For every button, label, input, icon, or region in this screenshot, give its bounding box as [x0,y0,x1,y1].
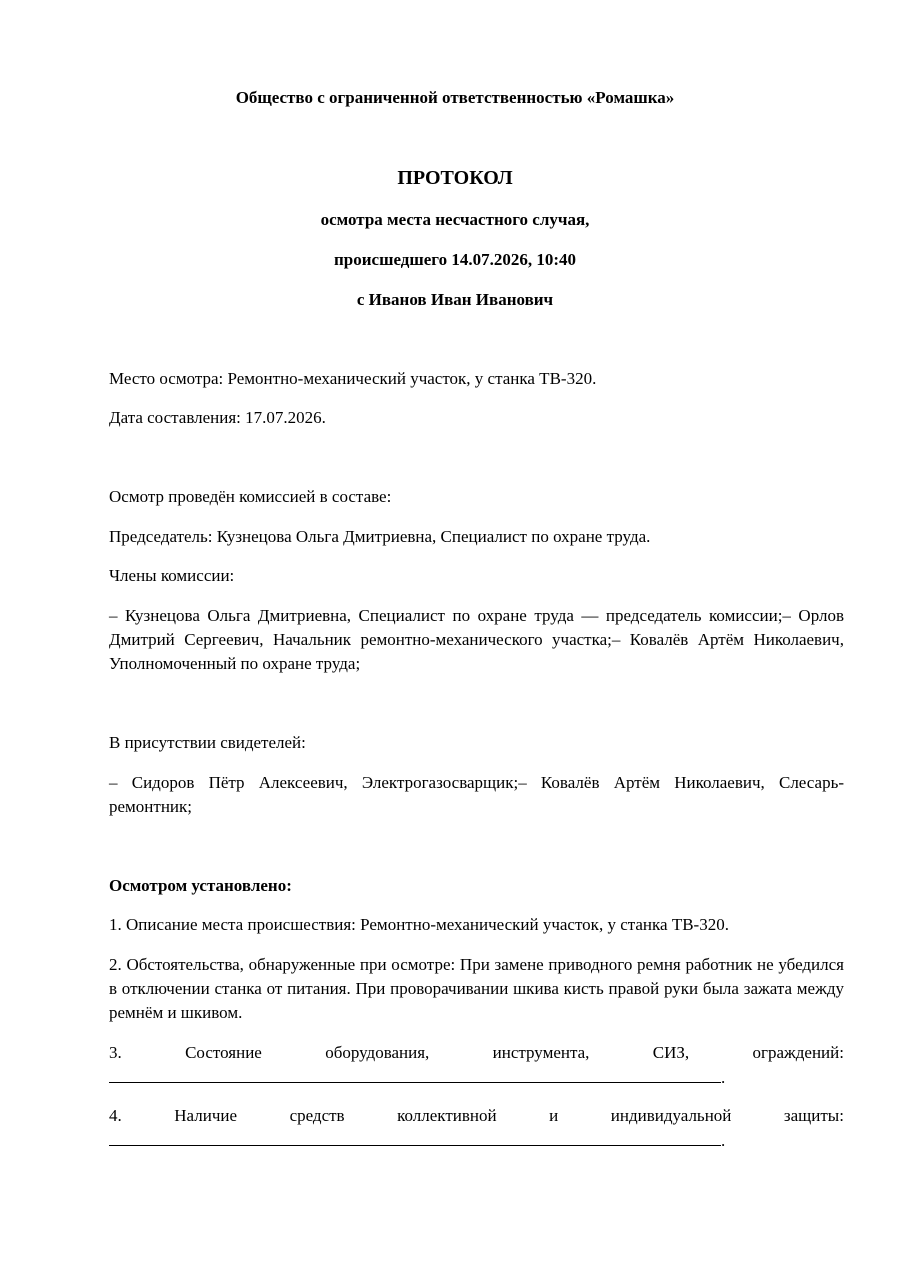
item-4-blank [109,1128,844,1153]
item-1: 1. Описание места происшествия: Ремонтно-механический участок, у станка ТВ-320. [109,915,729,934]
item-2: 2. Обстоятельства, обнаруженные при осмотре: При замене приводного ремня работник не убедился в отключении станка от питания. При проворачивании шкива кисть правой руки была зажата между ремнём и шкивом. [109,955,844,1022]
organization-name: Общество с ограниченной ответственностью «Ромашка» [235,88,675,107]
item-4-word: средств [289,1106,345,1125]
witnesses-list: – Сидоров Пётр Алексеевич, Электрогазосварщик;– Ковалёв Артём Николаевич, Слесарь-ремонтник; [109,773,844,816]
item-3-word: инструмента, [492,1043,590,1062]
item-1-paragraph [109,913,844,937]
date-paragraph [109,406,844,430]
item-4-word: защиты: [783,1106,844,1125]
item-4-word: 4. [109,1106,122,1125]
findings-heading-paragraph [109,874,844,898]
subtitle-line-3: с Иванов Иван Иванович [356,290,554,309]
item-4-word: коллективной [397,1106,497,1125]
item-4-word: индивидуальной [610,1106,732,1125]
item-3-word: Состояние [185,1043,262,1062]
document-title: ПРОТОКОЛ [397,167,513,189]
subtitle-line-1: осмотра места несчастного случая, [320,210,590,229]
members-list: – Кузнецова Ольга Дмитриевна, Специалист по охране труда — председатель комиссии;– Орлов Дмитрий Сергеевич, Начальник ремонтно-механического участка;– Ковалёв Артём Николаевич, Уполномоченный по охране труда; [109,606,844,673]
chairman: Председатель: Кузнецова Ольга Дмитриевна, Специалист по охране труда. [109,527,651,546]
findings-heading: Осмотром установлено: [109,876,292,895]
compilation-date: Дата составления: 17.07.2026. [109,408,326,427]
item-3-word: ограждений: [752,1043,844,1062]
item-3-blank [109,1065,844,1090]
members-paragraph [109,604,844,676]
item-4-paragraph [109,1104,844,1153]
item-3-heading [109,1041,844,1065]
subtitle-line-2: происшедшего 14.07.2026, 10:40 [334,250,576,269]
inspection-place: Место осмотра: Ремонтно-механический участок, у станка ТВ-320. [109,369,597,388]
item-3-word: оборудования, [325,1043,430,1062]
item-4-heading [109,1104,844,1128]
fill-in-line [109,1065,721,1083]
members-label-paragraph [109,564,844,588]
chairman-paragraph [109,525,844,549]
witnesses-label-paragraph [109,731,844,755]
item-3-paragraph [109,1041,844,1090]
place-paragraph [109,367,844,391]
item-3-word: СИЗ, [652,1043,690,1062]
witnesses-label: В присутствии свидетелей: [109,733,306,752]
item-4-word: Наличие [174,1106,238,1125]
fill-in-line [109,1128,721,1146]
blank-end-period: . [721,1068,726,1087]
members-label: Члены комиссии: [109,566,235,585]
witnesses-paragraph [109,771,844,819]
commission-intro: Осмотр проведён комиссией в составе: [109,487,392,506]
commission-intro-paragraph [109,485,844,509]
blank-end-period: . [721,1131,726,1150]
item-2-paragraph [109,953,844,1025]
item-3-word: 3. [109,1043,122,1062]
item-4-word: и [549,1106,559,1125]
